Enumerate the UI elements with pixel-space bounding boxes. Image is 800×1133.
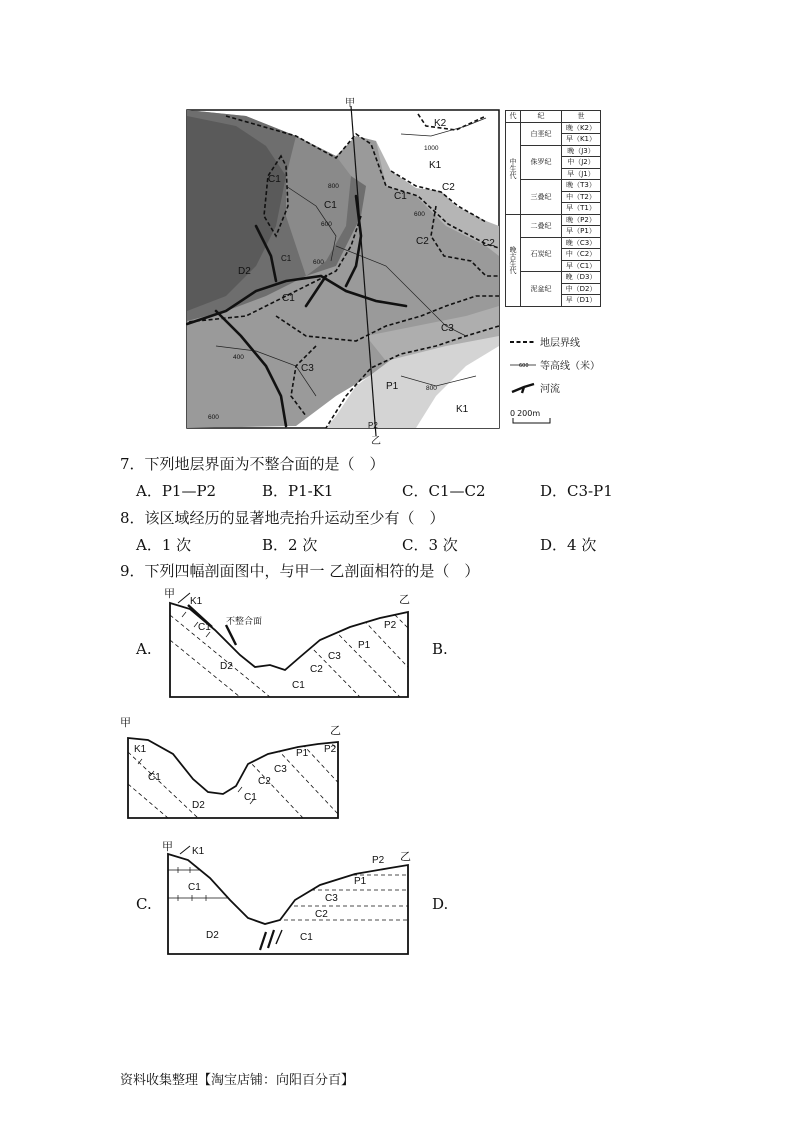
profile-b-label: C2 <box>258 776 271 787</box>
profile-c-end: 乙 <box>400 851 411 863</box>
table-header-period: 纪 <box>521 111 562 123</box>
profile-a-label: K1 <box>190 596 203 607</box>
map-region-label: C2 <box>442 182 455 193</box>
contour-label: 800 <box>426 385 437 392</box>
question-9-stem: 9．下列四幅剖面图中，与甲一 乙剖面相符的是（ ） <box>120 562 480 580</box>
footer-note: 资料收集整理【淘宝店铺：向阳百分百】 <box>120 1073 355 1088</box>
contour-label: 1000 <box>424 145 439 152</box>
epoch-cell: 中（D2） <box>562 283 601 295</box>
map-region-label: C1 <box>394 191 407 202</box>
epoch-cell: 早（C1） <box>562 260 601 272</box>
legend-contour-sample: 600 <box>519 362 529 369</box>
map-region-label: C1 <box>281 254 292 263</box>
profile-b-start: 甲 <box>120 717 131 729</box>
q8-option-b[interactable]: B．2 次 <box>262 536 318 554</box>
map-legend <box>510 334 600 424</box>
profile-c-label: P2 <box>372 855 385 866</box>
era-cell: 晚古生代 <box>506 214 521 306</box>
map-region-label: C3 <box>441 323 454 334</box>
profile-a-end: 乙 <box>399 594 410 606</box>
river-icon <box>510 382 536 394</box>
profile-c-label: C1 <box>300 932 313 943</box>
profile-a-start: 甲 <box>164 588 175 600</box>
q9-option-d[interactable]: D. <box>432 895 449 913</box>
q8-option-a[interactable]: A．1 次 <box>136 536 192 554</box>
period-cell: 侏罗纪 <box>521 145 562 180</box>
q9-option-c[interactable]: C. <box>136 895 152 913</box>
epoch-cell: 早（J1） <box>562 168 601 180</box>
profile-a-label: C1 <box>292 680 305 691</box>
q8-option-d[interactable]: D．4 次 <box>540 536 597 554</box>
question-7-stem: 7．下列地层界面为不整合面的是（ ） <box>120 455 385 473</box>
period-cell: 泥盆纪 <box>521 272 562 307</box>
q9-option-b[interactable]: B. <box>432 640 448 658</box>
q7-option-a[interactable]: A．P1—P2 <box>136 482 217 500</box>
map-region-label: P1 <box>386 381 399 392</box>
epoch-cell: 晚（J3） <box>562 145 601 157</box>
epoch-cell: 中（J2） <box>562 157 601 169</box>
profile-b-label: C3 <box>274 764 287 775</box>
scale-bar <box>512 418 552 424</box>
contour-label: 600 <box>313 259 324 266</box>
scale-length: 200m <box>517 409 541 418</box>
profile-c-label: C3 <box>325 893 338 904</box>
epoch-cell: 中（C2） <box>562 249 601 261</box>
map-region-label: C1 <box>282 293 295 304</box>
profile-c-label: C2 <box>315 909 328 920</box>
epoch-cell: 早（P1） <box>562 226 601 238</box>
profile-a-annotation: 不整合面 <box>226 616 263 626</box>
profile-a-label: D2 <box>220 661 233 672</box>
profile-b-label: P1 <box>296 748 309 759</box>
period-cell: 白垩纪 <box>521 122 562 145</box>
stratigraphy-table <box>505 110 601 307</box>
q7-option-b[interactable]: B．P1-K1 <box>262 482 334 500</box>
q8-option-c[interactable]: C．3 次 <box>402 536 458 554</box>
map-region-label: P2 <box>368 421 378 430</box>
profile-b-label: P2 <box>324 744 337 755</box>
question-8-stem: 8．该区域经历的显著地壳抬升运动至少有（ ） <box>120 509 445 527</box>
epoch-cell: 早（K1） <box>562 134 601 146</box>
table-header-era: 代 <box>506 111 521 123</box>
profile-a-label: C3 <box>328 651 341 662</box>
q9-option-a[interactable]: A. <box>136 640 152 658</box>
profile-c-label: D2 <box>206 930 219 941</box>
legend-contour: 等高线（米） <box>540 361 600 372</box>
epoch-cell: 晚（P2） <box>562 214 601 226</box>
q7-option-c[interactable]: C．C1—C2 <box>402 482 486 500</box>
profile-b <box>118 714 358 822</box>
profile-b-label: D2 <box>192 800 205 811</box>
map-region-label: K1 <box>429 160 442 171</box>
profile-a-label: P1 <box>358 640 371 651</box>
profile-c-label: C1 <box>188 882 201 893</box>
contour-label: 400 <box>233 354 244 361</box>
map-region-label: C1 <box>268 174 281 185</box>
profile-c-label: P1 <box>354 876 367 887</box>
profile-a-label: C1 <box>198 622 211 633</box>
profile-c <box>160 840 420 958</box>
contour-label: 800 <box>328 183 339 190</box>
contour-label: 600 <box>321 221 332 228</box>
profile-b-label: C1 <box>148 772 161 783</box>
profile-c-label: K1 <box>192 846 205 857</box>
profile-b-label: K1 <box>134 744 147 755</box>
profile-b-end: 乙 <box>330 725 341 737</box>
era-cell: 中生代 <box>506 122 521 214</box>
epoch-cell: 晚（D3） <box>562 272 601 284</box>
q7-option-d[interactable]: D．C3-P1 <box>540 482 613 500</box>
period-cell: 石炭纪 <box>521 237 562 272</box>
profile-a-label: P2 <box>384 620 397 631</box>
epoch-cell: 早（D1） <box>562 295 601 307</box>
contour-label: 600 <box>208 414 219 421</box>
map-region-label: K2 <box>434 118 447 129</box>
profile-b-label: C1 <box>244 792 257 803</box>
profile-c-start: 甲 <box>162 841 173 853</box>
geologic-map <box>186 96 502 436</box>
section-start-label: 甲 <box>345 98 355 109</box>
table-header-epoch: 世 <box>562 111 601 123</box>
map-region-label: D2 <box>238 266 251 277</box>
map-region-label: C1 <box>324 200 337 211</box>
period-cell: 二叠纪 <box>521 214 562 237</box>
profile-a-label: C2 <box>310 664 323 675</box>
period-cell: 三叠纪 <box>521 180 562 215</box>
scale-zero: 0 <box>510 409 516 418</box>
profile-a <box>160 585 420 703</box>
map-region-label: C2 <box>482 238 495 249</box>
map-region-label: C3 <box>301 363 314 374</box>
epoch-cell: 晚（C3） <box>562 237 601 249</box>
epoch-cell: 晚（T3） <box>562 180 601 192</box>
epoch-cell: 中（T2） <box>562 191 601 203</box>
legend-river: 河流 <box>540 384 560 395</box>
contour-label: 600 <box>414 211 425 218</box>
map-region-label: C2 <box>416 236 429 247</box>
epoch-cell: 晚（K2） <box>562 122 601 134</box>
legend-boundary: 地层界线 <box>540 338 580 349</box>
epoch-cell: 早（T1） <box>562 203 601 215</box>
section-end-label: 乙 <box>371 436 381 447</box>
map-region-label: K1 <box>456 404 469 415</box>
